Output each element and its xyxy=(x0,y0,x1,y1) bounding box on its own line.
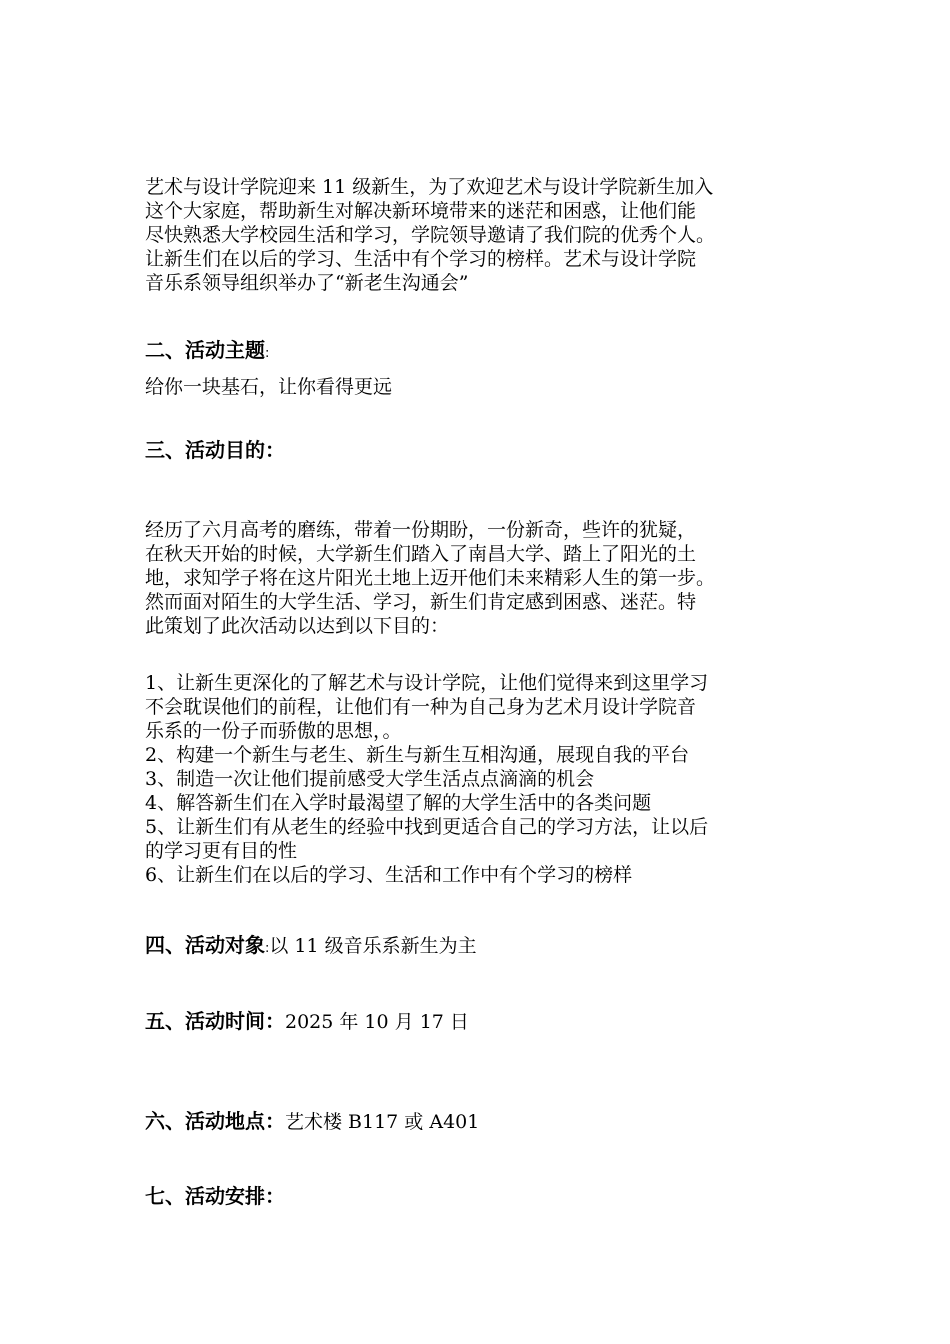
goal-line: 4、解答新生们在入学时最渴望了解的大学生活中的各类问题 xyxy=(145,792,652,814)
purpose-paragraph xyxy=(145,518,825,638)
goals-list xyxy=(145,671,825,887)
intro-line: 这个大家庭，帮助新生对解决新环境带来的迷茫和困惑，让他们能 xyxy=(145,200,697,222)
purpose-line: 在秋天开始的时候，大学新生们踏入了南昌大学、踏上了阳光的土 xyxy=(145,543,697,565)
section-heading-text: 四、活动对象 xyxy=(145,933,265,957)
goal-line: 1、让新生更深化的了解艺术与设计学院，让他们觉得来到这里学习 xyxy=(145,672,709,694)
purpose-line: 然而面对陌生的大学生活、学习，新生们肯定感到困惑、迷茫。特 xyxy=(145,591,697,613)
intro-line: 音乐系领导组织举办了“新老生沟通会” xyxy=(145,272,469,294)
goal-line: 2、构建一个新生与老生、新生与新生互相沟通，展现自我的平台 xyxy=(145,744,690,766)
section-heading-text: 二、活动主题 xyxy=(145,338,265,362)
intro-line: 尽快熟悉大学校园生活和学习，学院领导邀请了我们院的优秀个人。 xyxy=(145,224,716,246)
section-heading-location xyxy=(145,1107,825,1136)
goal-line: 不会耽误他们的前程，让他们有一种为自己身为艺术月设计学院音 xyxy=(145,696,697,718)
intro-line: 让新生们在以后的学习、生活中有个学习的榜样。艺术与设计学院 xyxy=(145,248,697,270)
section-heading-text: 七、活动安排： xyxy=(145,1184,285,1208)
section-heading-theme xyxy=(145,336,825,368)
goal-line: 3、制造一次让他们提前感受大学生活点点滴滴的机会 xyxy=(145,768,595,790)
theme-text: 给你一块基石，让你看得更远 xyxy=(145,376,393,398)
goal-line: 乐系的一份子而骄傲的思想，。 xyxy=(145,720,402,742)
goal-line: 6、让新生们在以后的学习、生活和工作中有个学习的榜样 xyxy=(145,864,633,886)
location-value: 艺术楼 B117 或 A401 xyxy=(285,1111,480,1133)
section-heading-audience xyxy=(145,931,825,963)
intro-paragraph xyxy=(145,175,825,295)
section-heading-colon: : xyxy=(265,346,270,361)
goal-line: 5、让新生们有从老生的经验中找到更适合自己的学习方法，让以后 xyxy=(145,816,709,838)
audience-value: 以 11 级音乐系新生为主 xyxy=(269,935,477,957)
purpose-line: 经历了六月高考的磨练，带着一份期盼，一份新奇，些许的犹疑， xyxy=(145,519,697,541)
purpose-line: 此策划了此次活动以达到以下目的： xyxy=(145,615,450,637)
section-heading-schedule xyxy=(145,1182,825,1210)
section-heading-colon: : xyxy=(265,941,270,956)
section-heading-text: 五、活动时间： xyxy=(145,1009,285,1033)
section-heading-text: 三、活动目的： xyxy=(145,438,285,462)
section-heading-text: 六、活动地点： xyxy=(145,1109,285,1133)
time-value: 2025 年 10 月 17 日 xyxy=(285,1011,469,1033)
goal-line: 的学习更有目的性 xyxy=(145,840,298,862)
purpose-line: 地，求知学子将在这片阳光土地上迈开他们未来精彩人生的第一步。 xyxy=(145,567,716,589)
intro-line: 艺术与设计学院迎来 11 级新生，为了欢迎艺术与设计学院新生加入 xyxy=(145,176,714,198)
section-heading-purpose xyxy=(145,436,825,464)
section-heading-time xyxy=(145,1007,825,1036)
